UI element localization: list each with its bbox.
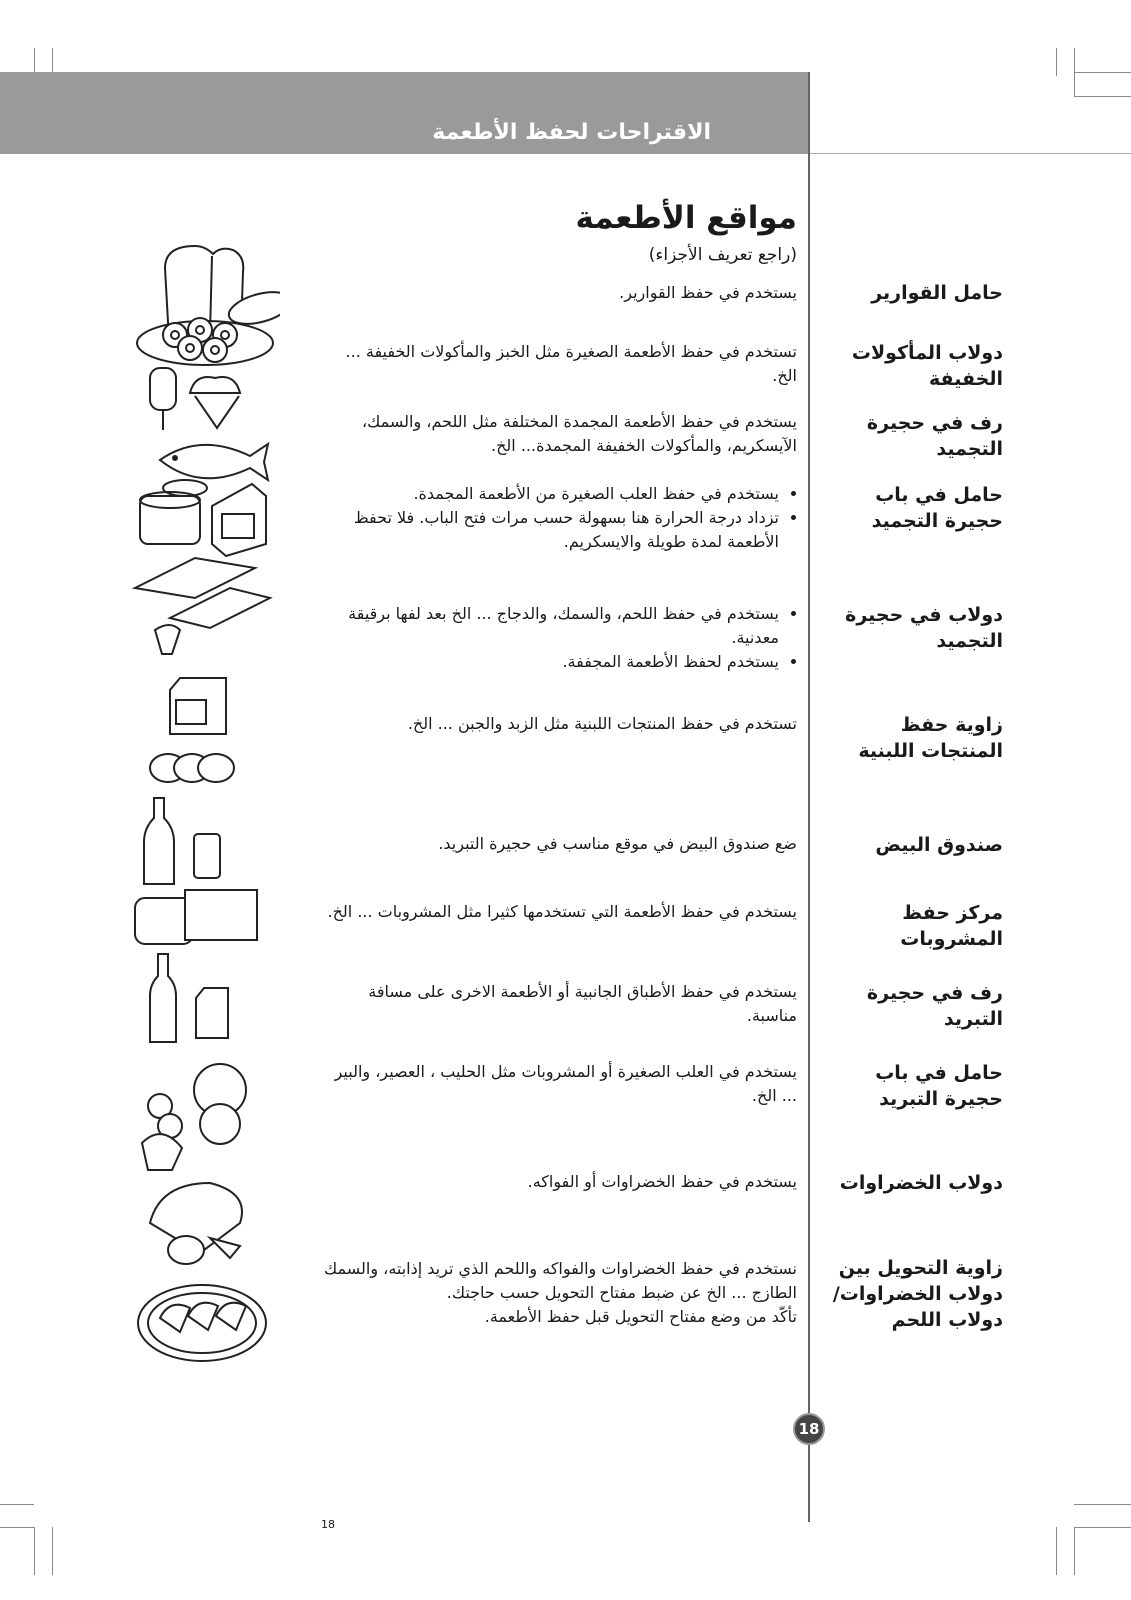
desc-drinks-center: يستخدم في حفظ الأطعمة التي تستخدمها كثيرا مثل المشروبات ... الخ. — [327, 902, 797, 921]
bullet-item: • يستخدم في حفظ العلب الصغيرة من الأطعمة المجمدة. — [317, 482, 779, 506]
term-fridge-shelf: رف في حجيرة التبريد — [866, 982, 1003, 1030]
crop-mark — [52, 1527, 53, 1575]
bullet-item: • يستخدم لحفظ الأطعمة المجففة. — [317, 650, 779, 674]
term-freezer-door-rack: حامل في باب حجيرة التجميد — [871, 484, 1003, 532]
term-bottle-holder: حامل القوارير — [871, 282, 1003, 304]
desc-snack-drawer: تستخدم في حفظ الأطعمة الصغيرة مثل الخبز والمأكولات الخفيفة ... الخ. — [345, 342, 797, 385]
vegetables-icon — [150, 1183, 242, 1264]
desc-freezer-shelf: يستخدم في حفظ الأطعمة المجمدة المختلفة مثل اللحم، والسمك، الآيسكريم، والمأكولات الخفيفة المجمدة... الخ. — [362, 412, 797, 455]
section-title: مواقع الأطعمة — [575, 200, 797, 236]
bullet-item: • يستخدم في حفظ اللحم، والسمك، والدجاج ... الخ بعد لفها برقيقة معدنية. — [317, 602, 779, 650]
desc-freezer-drawer — [317, 602, 797, 674]
juice-icon — [150, 954, 228, 1042]
milk-carton-icon — [170, 678, 226, 734]
donuts-icon — [137, 318, 273, 365]
bottle-can-icon — [144, 798, 220, 884]
crop-mark — [1074, 96, 1131, 97]
desc-line: تأكّد من وضع مفتاح التحويل قبل حفظ الأطعمة. — [484, 1307, 797, 1326]
header-rule — [810, 153, 1131, 154]
ice-cream-icon — [150, 368, 240, 430]
crop-mark — [1056, 1527, 1057, 1575]
food-illustrations — [130, 238, 280, 1408]
term-conversion-corner: زاوية التحويل بين دولاب الخضراوات/ دولاب اللحم — [832, 1257, 1003, 1331]
desc-freezer-door-rack — [317, 482, 797, 554]
desc-fridge-door-rack: يستخدم في العلب الصغيرة أو المشروبات مثل الحليب ، العصير، والبير ... الخ. — [334, 1062, 797, 1105]
term-vegetable-drawer: دولاب الخضراوات — [839, 1172, 1003, 1194]
meat-trays-icon — [135, 558, 270, 654]
crop-mark — [1074, 72, 1131, 73]
desc-dairy-corner: تستخدم في حفظ المنتجات اللبنية مثل الزبد والجبن ... الخ. — [407, 714, 797, 733]
term-dairy-corner: زاوية حفظ المنتجات اللبنية — [858, 714, 1003, 762]
term-drinks-center: مركز حفظ المشروبات — [900, 902, 1003, 950]
vertical-divider — [808, 72, 810, 1522]
crop-mark — [34, 1527, 35, 1575]
term-freezer-drawer: دولاب في حجيرة التجميد — [845, 604, 1003, 652]
desc-vegetable-drawer: يستخدم في حفظ الخضراوات أو الفواكه. — [527, 1172, 797, 1191]
frozen-boxes-icon — [140, 484, 266, 556]
desc-line: نستخدم في حفظ الخضراوات والفواكه واللحم الذي تريد إذابته، والسمك الطازج ... الخ عن ضبط مفتاح التحويل حسب حاجتك. — [324, 1259, 797, 1302]
eggs-icon — [150, 754, 234, 782]
bullet-item: • تزداد درجة الحرارة هنا بسهولة حسب مرات فتح الباب. فلا تحفظ الأطعمة لمدة طويلة والايسكريم. — [317, 506, 779, 554]
crop-mark — [0, 1527, 34, 1528]
crop-mark — [0, 1504, 34, 1505]
steak-plate-icon — [138, 1285, 266, 1361]
header-title: الاقتراحات لحفظ الأطعمة — [432, 120, 711, 145]
footer-page-number: 18 — [321, 1518, 335, 1531]
desc-bottle-holder: يستخدم في حفظ القوارير. — [619, 283, 797, 302]
desc-conversion-corner — [317, 1257, 797, 1329]
desc-egg-box: ضع صندوق البيض في موقع مناسب في حجيرة التبريد. — [438, 834, 797, 853]
fruits-icon — [142, 1064, 246, 1170]
term-snack-drawer: دولاب المأكولات الخفيفة — [851, 342, 1003, 390]
crop-mark — [1056, 48, 1057, 76]
section-subtitle: (راجع تعريف الأجزاء) — [648, 245, 797, 265]
crop-mark — [1074, 1504, 1131, 1505]
containers-icon — [135, 890, 257, 944]
term-freezer-shelf: رف في حجيرة التجميد — [866, 412, 1003, 460]
term-egg-box: صندوق البيض — [875, 834, 1003, 856]
page-number-badge: 18 — [793, 1413, 825, 1445]
term-fridge-door-rack: حامل في باب حجيرة التبريد — [875, 1062, 1003, 1110]
crop-mark — [1074, 1527, 1075, 1575]
desc-fridge-shelf: يستخدم في حفظ الأطباق الجانبية أو الأطعمة الاخرى على مسافة مناسبة. — [368, 982, 797, 1025]
crop-mark — [1074, 1527, 1131, 1528]
